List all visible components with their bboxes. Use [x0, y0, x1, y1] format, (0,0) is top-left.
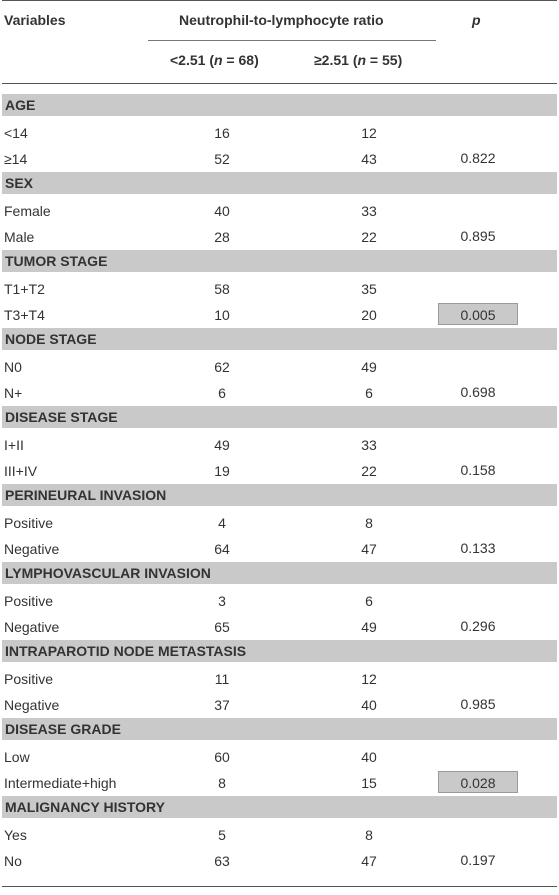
high-nlr-count: 35 [361, 281, 377, 297]
p-value: 0.296 [460, 618, 496, 634]
table-row [2, 510, 557, 536]
row-label: T1+T2 [4, 281, 45, 297]
col-high-n: n [357, 52, 367, 68]
high-nlr-count: 20 [361, 307, 377, 323]
high-nlr-count: 15 [361, 775, 377, 791]
table-row [2, 666, 557, 692]
section-title: SEX [5, 175, 34, 191]
table-row [2, 458, 557, 484]
high-nlr-count: 40 [361, 749, 377, 765]
row-label: ≥14 [4, 151, 28, 167]
row-label: T3+T4 [4, 307, 45, 323]
section-header [2, 718, 557, 740]
table-row [2, 822, 557, 848]
section-header [2, 94, 557, 116]
row-label: Low [4, 749, 30, 765]
col-high-prefix: ≥2.51 ( [314, 52, 358, 68]
section-header [2, 796, 557, 818]
section-title: AGE [5, 97, 36, 113]
low-nlr-count: 5 [218, 827, 226, 843]
low-nlr-count: 49 [214, 437, 230, 453]
variables-header: Variables [4, 12, 66, 28]
section-header [2, 640, 557, 662]
high-nlr-count: 22 [361, 229, 377, 245]
table-row [2, 224, 557, 250]
section-header [2, 484, 557, 506]
low-nlr-count: 65 [214, 619, 230, 635]
section-title: TUMOR STAGE [5, 253, 108, 269]
low-nlr-count: 28 [214, 229, 230, 245]
top-rule [2, 0, 557, 1]
section-header [2, 562, 557, 584]
high-nlr-count: 43 [361, 151, 377, 167]
group-underline [148, 40, 436, 41]
high-nlr-count: 12 [361, 671, 377, 687]
row-label: Negative [4, 619, 60, 635]
row-label: Positive [4, 515, 54, 531]
p-value: 0.822 [460, 150, 496, 166]
high-nlr-count: 47 [361, 541, 377, 557]
table-row [2, 692, 557, 718]
low-nlr-count: 10 [214, 307, 230, 323]
high-nlr-count: 40 [361, 697, 377, 713]
bottom-rule [2, 886, 557, 887]
col-low-suffix: = 68) [222, 52, 259, 68]
p-value: 0.895 [460, 228, 496, 244]
table-row [2, 744, 557, 770]
low-nlr-count: 64 [214, 541, 230, 557]
table-row [2, 432, 557, 458]
section-title: DISEASE STAGE [5, 409, 118, 425]
low-nlr-count: 6 [218, 385, 226, 401]
row-label: Negative [4, 697, 60, 713]
col-low-n: n [213, 52, 223, 68]
p-value: 0.133 [460, 540, 496, 556]
row-label: Intermediate+high [4, 775, 117, 791]
high-nlr-count: 6 [365, 593, 373, 609]
row-label: <14 [4, 125, 28, 141]
low-nlr-count: 62 [214, 359, 230, 375]
low-nlr-count: 11 [214, 671, 230, 687]
section-header [2, 250, 557, 272]
section-title: NODE STAGE [5, 331, 97, 347]
high-nlr-count: 49 [361, 619, 377, 635]
col-low-prefix: <2.51 ( [170, 52, 214, 68]
row-label: Yes [4, 827, 27, 843]
ratio-group-header: Neutrophil-to-lymphocyte ratio [179, 12, 384, 28]
high-nlr-count: 49 [361, 359, 377, 375]
section-title: LYMPHOVASCULAR INVASION [5, 565, 211, 581]
header-rule [2, 83, 557, 84]
high-nlr-count: 8 [365, 515, 373, 531]
table-row [2, 588, 557, 614]
p-value-header [472, 12, 481, 28]
section-title: PERINEURAL INVASION [5, 487, 167, 503]
section-header [2, 172, 557, 194]
p-value: 0.197 [460, 852, 496, 868]
high-nlr-count: 47 [361, 853, 377, 869]
row-label: I+II [4, 437, 24, 453]
high-nlr-count: 22 [361, 463, 377, 479]
table-row [2, 276, 557, 302]
section-header [2, 406, 557, 428]
low-nlr-count: 52 [214, 151, 230, 167]
table-row [2, 146, 557, 172]
high-nlr-count: 12 [361, 125, 377, 141]
row-label: Negative [4, 541, 60, 557]
section-title: INTRAPAROTID NODE METASTASIS [5, 643, 247, 659]
low-nlr-count: 19 [214, 463, 230, 479]
row-label: No [4, 853, 22, 869]
p-value: 0.698 [460, 384, 496, 400]
table-row [2, 770, 557, 796]
row-label: N+ [4, 385, 23, 401]
row-label: Positive [4, 593, 54, 609]
p-value: 0.158 [460, 462, 496, 478]
col-high-suffix: = 55) [366, 52, 403, 68]
section-title: DISEASE GRADE [5, 721, 121, 737]
low-nlr-count: 3 [218, 593, 226, 609]
row-label: III+IV [4, 463, 38, 479]
high-nlr-count: 8 [365, 827, 373, 843]
table-row [2, 354, 557, 380]
low-nlr-count: 8 [218, 775, 226, 791]
col-high-header [314, 52, 402, 68]
row-label: Positive [4, 671, 54, 687]
table-row [2, 614, 557, 640]
col-low-header [170, 52, 259, 68]
table-row [2, 848, 557, 874]
p-value: 0.985 [460, 696, 496, 712]
table-row [2, 536, 557, 562]
row-label: N0 [4, 359, 22, 375]
low-nlr-count: 58 [214, 281, 230, 297]
p-value-highlighted: 0.005 [438, 303, 518, 325]
table-row [2, 380, 557, 406]
p-value-highlighted: 0.028 [438, 771, 518, 793]
low-nlr-count: 37 [214, 697, 230, 713]
table-row [2, 302, 557, 328]
row-label: Female [4, 203, 51, 219]
high-nlr-count: 33 [361, 203, 377, 219]
high-nlr-count: 33 [361, 437, 377, 453]
row-label: Male [4, 229, 35, 245]
section-title: MALIGNANCY HISTORY [5, 799, 165, 815]
low-nlr-count: 60 [214, 749, 230, 765]
low-nlr-count: 16 [214, 125, 230, 141]
low-nlr-count: 4 [218, 515, 226, 531]
table-row [2, 198, 557, 224]
table-row [2, 120, 557, 146]
section-header [2, 328, 557, 350]
p-symbol: p [472, 12, 481, 28]
low-nlr-count: 40 [214, 203, 230, 219]
high-nlr-count: 6 [365, 385, 373, 401]
low-nlr-count: 63 [214, 853, 230, 869]
